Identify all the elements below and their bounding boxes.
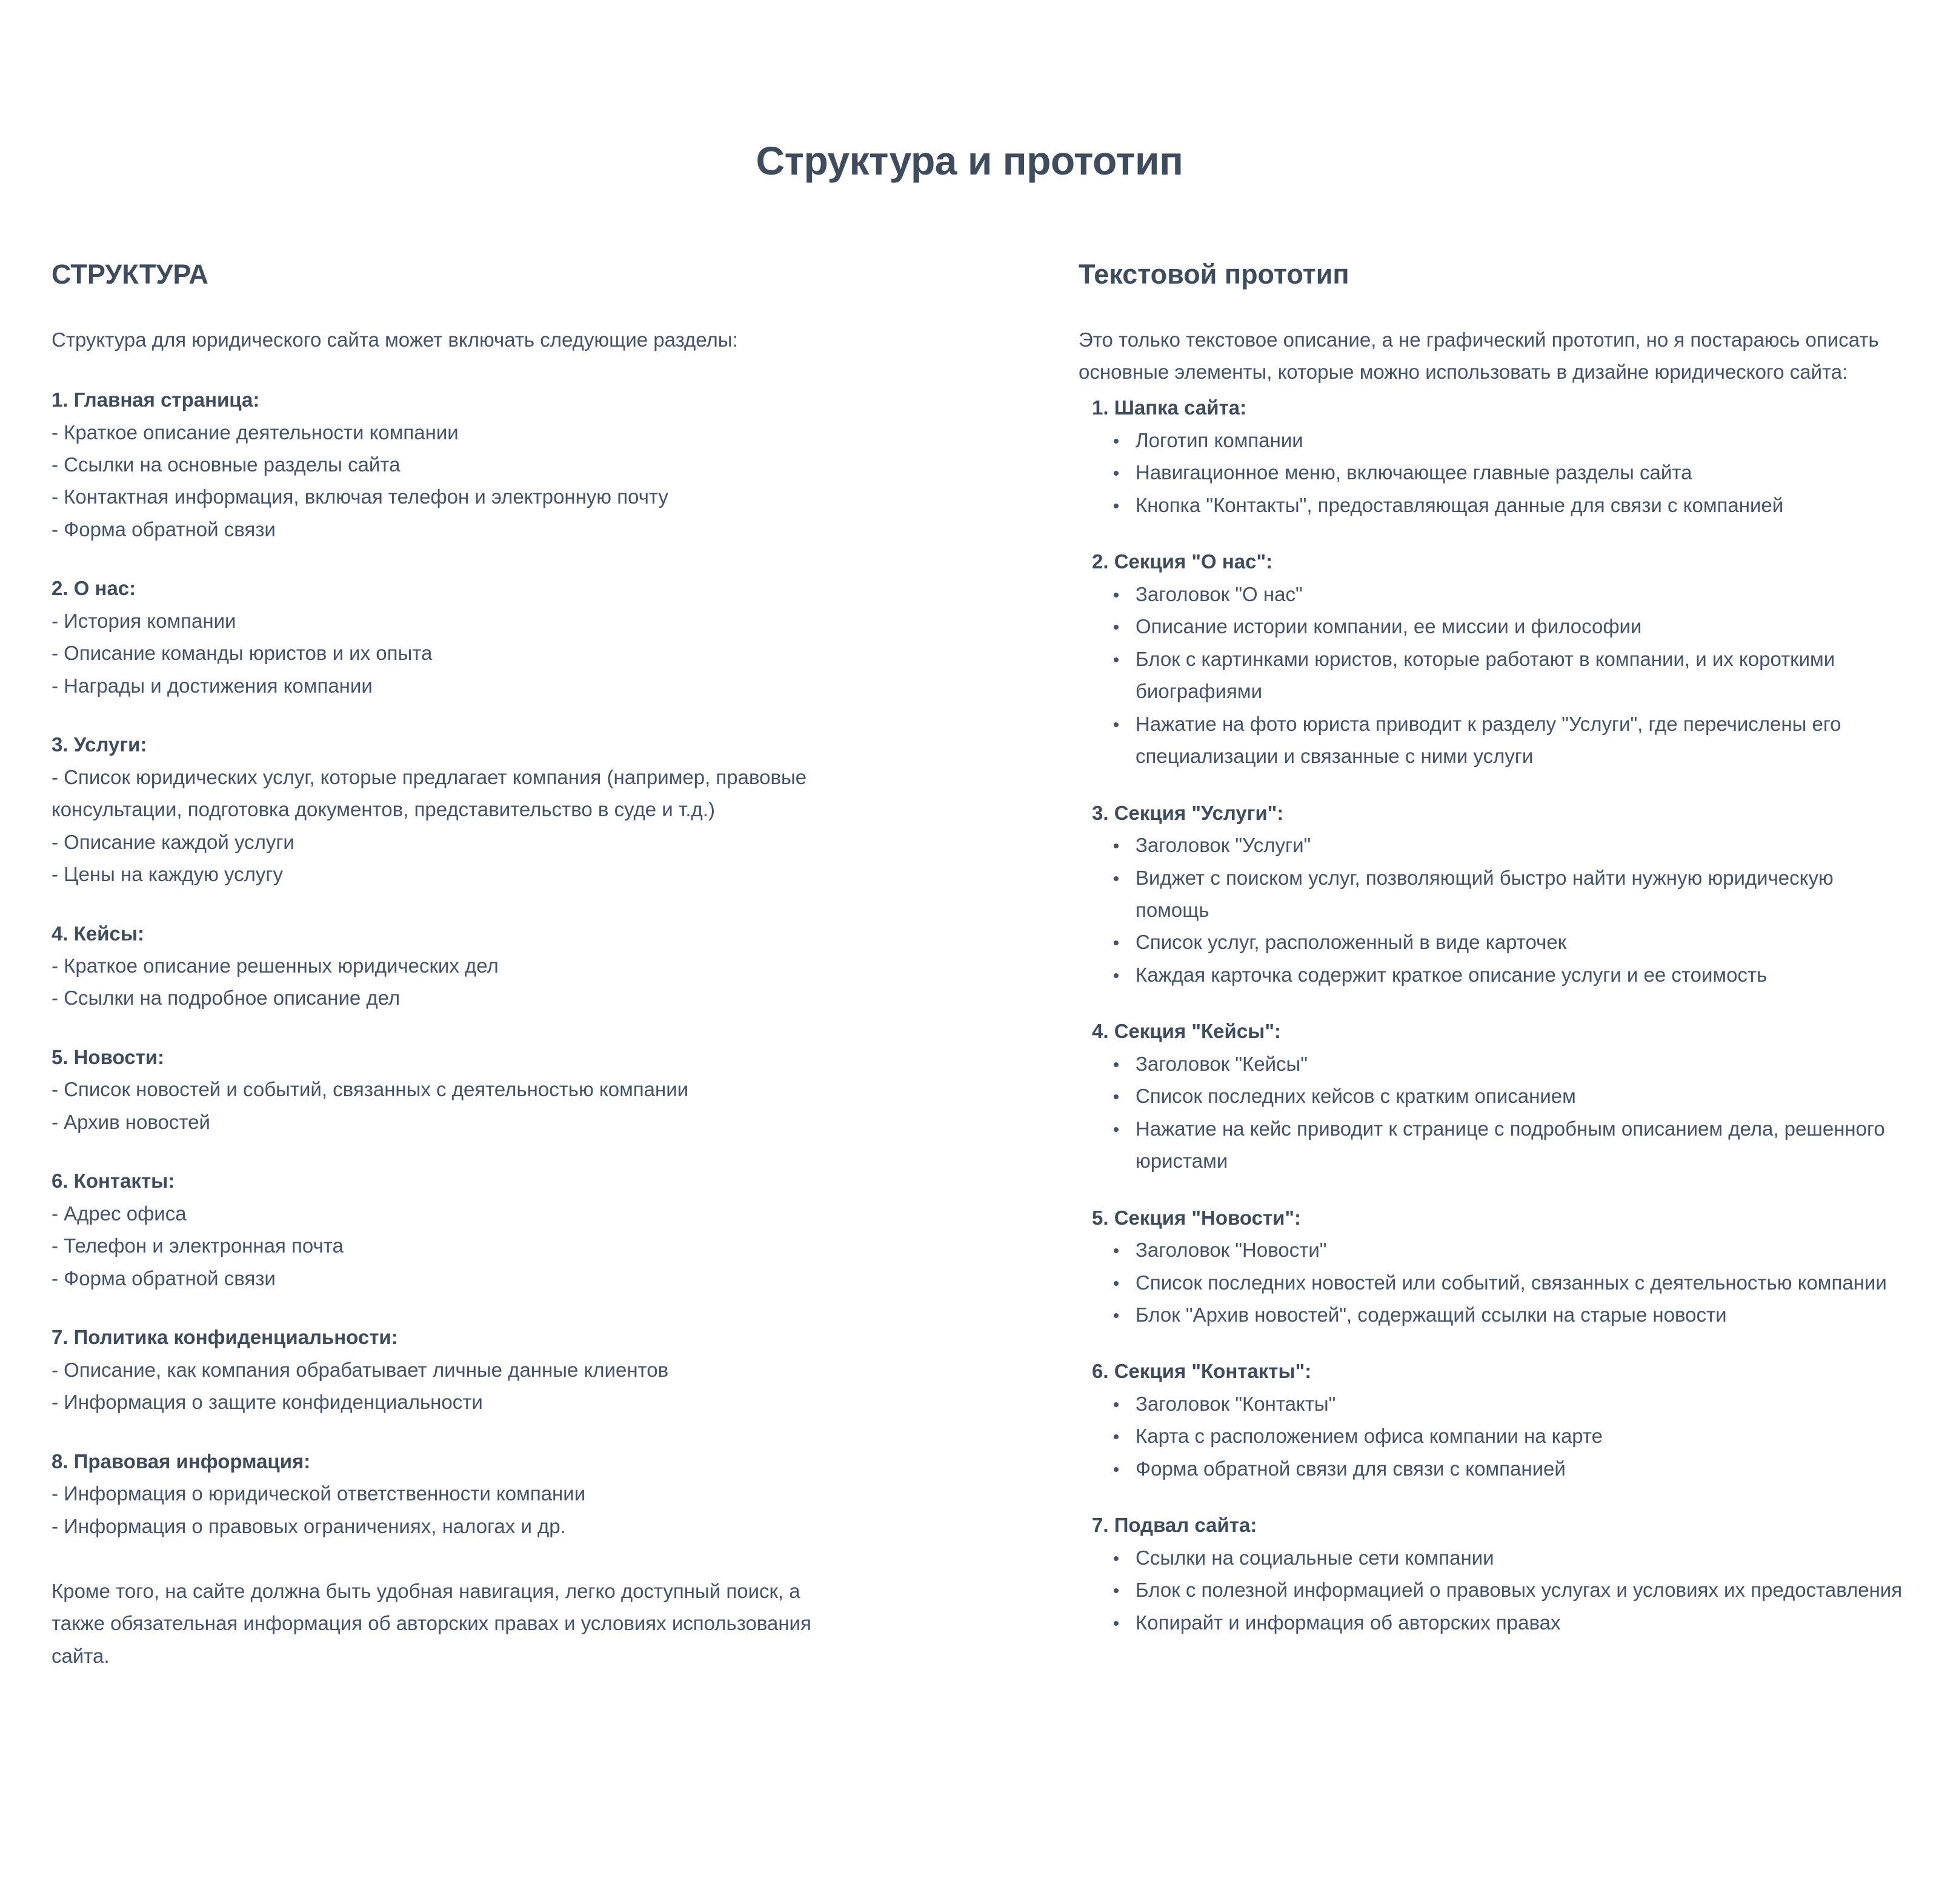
structure-section — [52, 385, 1018, 545]
structure-list-item: - Информация о правовых ограничениях, налогах и др. — [52, 1514, 566, 1537]
list-item: Список услуг, расположенный в виде карточек — [1108, 926, 1909, 958]
list-item: Заголовок "Новости" — [1108, 1234, 1909, 1266]
structure-list-item: - Цены на каждую услугу — [52, 863, 283, 886]
prototype-section-title: 4. Секция "Кейсы": — [1092, 1020, 1281, 1043]
structure-list-item: - Ссылки на основные разделы сайта — [52, 453, 401, 476]
prototype-section — [1079, 393, 1909, 521]
list-item: Список последних кейсов с кратким описанием — [1108, 1080, 1909, 1112]
structure-list-item: - Краткое описание деятельности компании — [52, 421, 459, 444]
list-item: Описание истории компании, ее миссии и философии — [1108, 610, 1909, 642]
list-item: Кнопка "Контакты", предоставляющая данные для связи с компанией — [1108, 489, 1909, 521]
prototype-bullet-list — [1079, 829, 1909, 991]
structure-list-item: - Информация о защите конфиденциальности — [52, 1391, 483, 1414]
list-item: Нажатие на кейс приводит к странице с подробным описанием дела, решенного юристами — [1108, 1113, 1909, 1177]
list-item: Заголовок "Контакты" — [1108, 1388, 1909, 1420]
list-item: Копирайт и информация об авторских правах — [1108, 1606, 1909, 1639]
structure-list-item: - Адрес офиса — [52, 1202, 187, 1225]
structure-list-item: - Контактная информация, включая телефон и электронную почту — [52, 485, 668, 508]
list-item: Форма обратной связи для связи с компанией — [1108, 1453, 1909, 1485]
structure-list-item: - Список новостей и событий, связанных с деятельностью компании — [52, 1078, 689, 1101]
prototype-section-title: 1. Шапка сайта: — [1092, 396, 1247, 419]
structure-section-title: 5. Новости: — [52, 1045, 165, 1068]
structure-section — [52, 573, 1018, 702]
prototype-section-title: 5. Секция "Новости": — [1092, 1206, 1302, 1229]
structure-list-item: - Ссылки на подробное описание дел — [52, 987, 401, 1010]
list-item: Логотип компании — [1108, 424, 1909, 456]
structure-list-item: - Награды и достижения компании — [52, 674, 373, 697]
prototype-bullet-list — [1079, 1388, 1909, 1485]
structure-list-item: - Информация о юридической ответственности компании — [52, 1482, 586, 1505]
list-item: Заголовок "Услуги" — [1108, 829, 1909, 861]
structure-section-title: 8. Правовая информация: — [52, 1450, 311, 1473]
prototype-section — [1079, 547, 1909, 772]
structure-section-title: 6. Контакты: — [52, 1170, 175, 1193]
prototype-section-title: 7. Подвал сайта: — [1092, 1514, 1257, 1537]
structure-section-title: 4. Кейсы: — [52, 922, 144, 945]
prototype-section — [1079, 1016, 1909, 1177]
structure-list-item: - Краткое описание решенных юридических дел — [52, 954, 499, 977]
list-item: Навигационное меню, включающее главные разделы сайта — [1108, 456, 1909, 488]
list-item: Блок "Архив новостей", содержащий ссылки на старые новости — [1108, 1299, 1909, 1331]
structure-list-item: - Описание, как компания обрабатывает личные данные клиентов — [52, 1358, 669, 1381]
list-item: Ссылки на социальные сети компании — [1108, 1542, 1909, 1574]
prototype-intro-text: Это только текстовое описание, а не графический прототип, но я постараюсь описать основные элементы, которые можно использовать в дизайне юридического сайта: — [1079, 328, 1879, 384]
list-item: Карта с расположением офиса компании на карте — [1108, 1420, 1909, 1452]
structure-list-item: - Архив новостей — [52, 1110, 210, 1133]
prototype-bullet-list — [1079, 578, 1909, 773]
structure-section — [52, 1446, 1018, 1542]
prototype-bullet-list — [1079, 1542, 1909, 1639]
structure-column — [0, 259, 1054, 1673]
prototype-section — [1079, 1203, 1909, 1331]
structure-list-item: - Форма обратной связи — [52, 1267, 276, 1290]
structure-column-heading: СТРУКТУРА — [52, 258, 208, 290]
structure-list-item: - Описание команды юристов и их опыта — [52, 642, 433, 665]
list-item: Блок с картинками юристов, которые работают в компании, и их короткими биографиями — [1108, 643, 1909, 708]
structure-section — [52, 730, 1018, 890]
list-item: Заголовок "Кейсы" — [1108, 1048, 1909, 1080]
prototype-section — [1079, 1356, 1909, 1485]
list-item: Нажатие на фото юриста приводит к разделу "Услуги", где перечислены его специализации и связанные с ними услуги — [1108, 708, 1909, 773]
structure-section-title: 2. О нас: — [52, 577, 136, 600]
structure-list-item: - Телефон и электронная почта — [52, 1234, 344, 1257]
structure-section-title: 1. Главная страница: — [52, 388, 260, 411]
prototype-bullet-list — [1079, 1048, 1909, 1177]
prototype-bullet-list — [1079, 1234, 1909, 1331]
list-item: Список последних новостей или событий, связанных с деятельностью компании — [1108, 1267, 1909, 1299]
list-item: Каждая карточка содержит краткое описание услуги и ее стоимость — [1108, 959, 1909, 991]
prototype-section-title: 2. Секция "О нас": — [1092, 550, 1273, 573]
prototype-column — [1054, 259, 1939, 1664]
structure-list-item: - Форма обратной связи — [52, 518, 276, 541]
structure-list-item: - Список юридических услуг, которые предлагает компания (например, правовые консультации, подготовка документов, представительство в суде и т.д.) — [52, 765, 807, 821]
slide-page — [0, 27, 1939, 1904]
structure-section-title: 3. Услуги: — [52, 733, 147, 756]
structure-section — [52, 1322, 1018, 1418]
structure-intro-text: Структура для юридического сайта может включать следующие разделы: — [52, 328, 738, 351]
list-item: Заголовок "О нас" — [1108, 578, 1909, 610]
list-item: Блок с полезной информацией о правовых услугах и условиях их предоставления — [1108, 1574, 1909, 1606]
structure-section — [52, 1042, 1018, 1138]
list-item: Виджет с поиском услуг, позволяющий быстро найти нужную юридическую помощь — [1108, 862, 1909, 927]
page-title: Структура и прототип — [756, 138, 1183, 184]
prototype-section-title: 3. Секция "Услуги": — [1092, 801, 1284, 824]
prototype-section-title: 6. Секция "Контакты": — [1092, 1360, 1312, 1383]
structure-section — [52, 1166, 1018, 1294]
prototype-bullet-list — [1079, 424, 1909, 521]
structure-list-item: - Описание каждой услуги — [52, 830, 294, 853]
prototype-section — [1079, 1510, 1909, 1639]
structure-section-title: 7. Политика конфиденциальности: — [52, 1326, 398, 1349]
structure-list-item: - История компании — [52, 609, 236, 632]
structure-section — [52, 919, 1018, 1014]
structure-closing-text: Кроме того, на сайте должна быть удобная навигация, легко доступный поиск, а также обязательная информация об авторских правах и условиях использования сайта. — [52, 1579, 811, 1667]
two-column-layout — [0, 259, 1939, 1673]
prototype-column-heading: Текстовой прототип — [1079, 258, 1349, 290]
prototype-section — [1079, 798, 1909, 991]
